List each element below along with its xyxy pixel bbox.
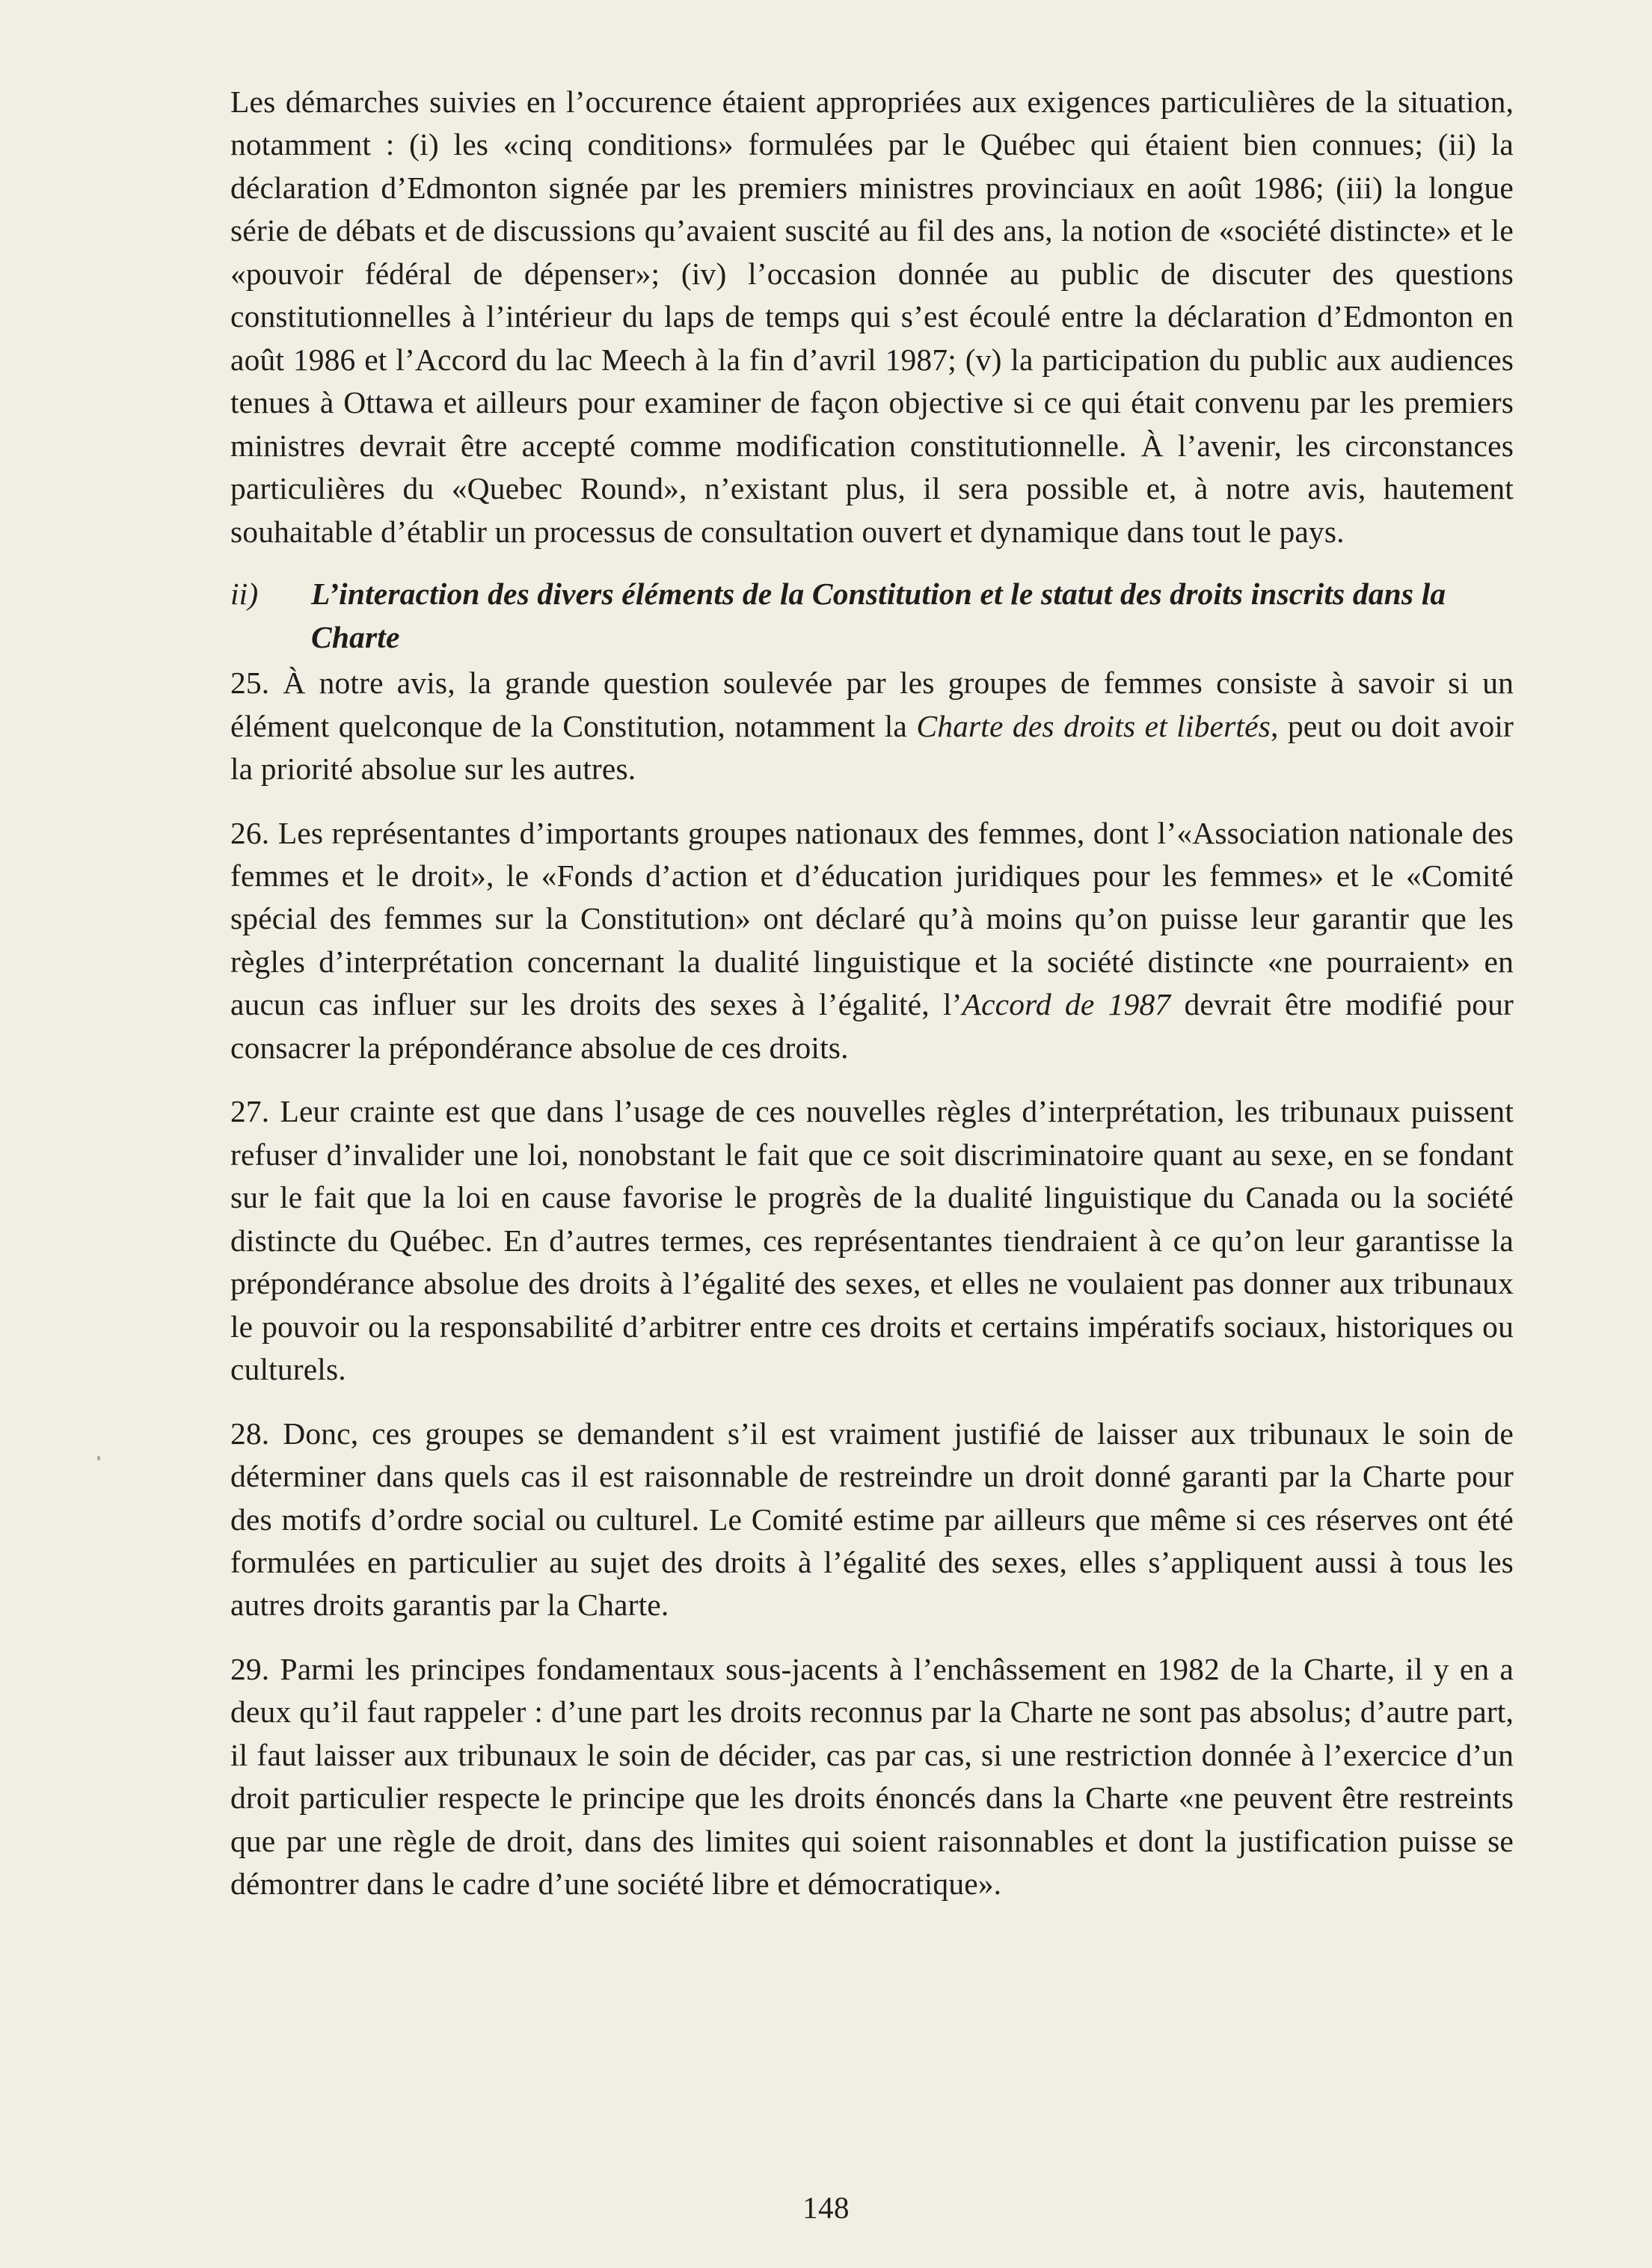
section-title: L’interaction des divers éléments de la Constitution et le statut des droits inscrits dans la Charte (311, 577, 1446, 654)
paragraph-text: Les représentantes d’importants groupes nationaux des femmes, dont l’«Association nationale des femmes et le droit», le «Fonds d’action et d’éducation juridiques pour les femmes» et le «Comité spécial des femmes sur la Constitution» ont déclaré qu’à moins qu’on puisse leur garantir que les règles d’interprétation concernant la dualité linguistique et la société distincte «ne pourraient» en aucun cas influer sur les droits des sexes à l’égalité, l’ (230, 815, 1514, 1022)
paragraph-28 (230, 1413, 1514, 1627)
page-number: 148 (802, 2190, 850, 2225)
paragraph-text: Parmi les principes fondamentaux sous-jacents à l’enchâssement en 1982 de la Charte, il y en a deux qu’il faut rappeler : d’une part les droits reconnus par la Charte ne sont pas absolus; d’autre part, il faut laisser aux tribunaux le soin de décider, cas par cas, si une restriction donnée à l’exercice d’un droit particulier respecte le principe que les droits énoncés dans la Charte «ne peuvent être restreints que par une règle de droit, dans des limites qui soient raisonnables et dont la justification puisse se démontrer dans le cadre d’une société libre et démocratique». (230, 1651, 1514, 1902)
paragraph-29 (230, 1648, 1514, 1906)
paragraph-italic-text: Charte des droits et libertés (916, 708, 1271, 743)
text-column (230, 81, 1514, 1927)
paragraph-number: 25. (230, 666, 270, 701)
paragraph-italic-text: Accord de 1987 (962, 987, 1171, 1022)
paragraph-number: 28. (230, 1416, 270, 1451)
paragraph-text: À notre avis, la grande question soulevée par les groupes de femmes consiste à savoir si un élément quelconque de la Constitution, notamment la (230, 666, 1514, 743)
section-heading (230, 573, 1514, 659)
paragraph-26 (230, 812, 1514, 1070)
paragraph-text: Donc, ces groupes se demandent s’il est vraiment justifié de laisser aux tribunaux le soin de déterminer dans quels cas il est raisonnable de restreindre un droit donné garanti par la Charte pour des motifs d’ordre social ou culturel. Le Comité estime par ailleurs que même si ces réserves ont été formulées en particulier au sujet des droits à l’égalité des sexes, elles s’appliquent aussi à tous les autres droits garantis par la Charte. (230, 1416, 1514, 1623)
paragraph-number: 27. (230, 1094, 270, 1129)
section-number: ii) (230, 577, 259, 612)
paragraph-25 (230, 662, 1514, 790)
paragraph-27 (230, 1090, 1514, 1391)
paragraph-text-end: devrait être modifié pour consacrer la prépondérance absolue de ces droits. (230, 987, 1514, 1065)
paragraph-number: 26. (230, 815, 270, 850)
intro-paragraph: Les démarches suivies en l’occurence étaient appropriées aux exigences particulières de la situation, notamment : (i) les «cinq conditions» formulées par le Québec qui étaient bien connues; (ii) la déclaration d’Edmonton signée par les premiers ministres provinciaux en août 1986; (iii) la longue série de débats et de discussions qu’avaient suscité au fil des ans, la notion de «société distincte» et le «pouvoir fédéral de dépenser»; (iv) l’occasion donnée au public de discuter des questions constitutionnelles à l’intérieur du laps de temps qui s’est écoulé entre la déclaration d’Edmonton en août 1986 et l’Accord du lac Meech à la fin d’avril 1987; (v) la participation du public aux audiences tenues à Ottawa et ailleurs pour examiner de façon objective si ce qui était convenu par les premiers ministres devrait être accepté comme modification constitutionnelle. À l’avenir, les circonstances particulières du «Quebec Round», n’existant plus, il sera possible et, à notre avis, hautement souhaitable d’établir un processus de consultation ouvert et dynamique dans tout le pays. (230, 84, 1514, 549)
paragraph-number: 29. (230, 1651, 270, 1686)
paper-speck (97, 1456, 100, 1460)
paragraph-text: Leur crainte est que dans l’usage de ces nouvelles règles d’interprétation, les tribunaux puissent refuser d’invalider une loi, nonobstant le fait que ce soit discriminatoire quant au sexe, en se fondant sur le fait que la loi en cause favorise le progrès de la dualité linguistique du Canada ou la société distincte du Québec. En d’autres termes, ces représentantes tiendraient à ce qu’on leur garantisse la prépondérance absolue des droits à l’égalité des sexes, et elles ne voulaient pas donner aux tribunaux le pouvoir ou la responsabilité d’arbitrer entre ces droits et certains impératifs sociaux, historiques ou culturels. (230, 1094, 1514, 1387)
paragraph-text-end: , peut ou doit avoir la priorité absolue sur les autres. (230, 708, 1514, 787)
